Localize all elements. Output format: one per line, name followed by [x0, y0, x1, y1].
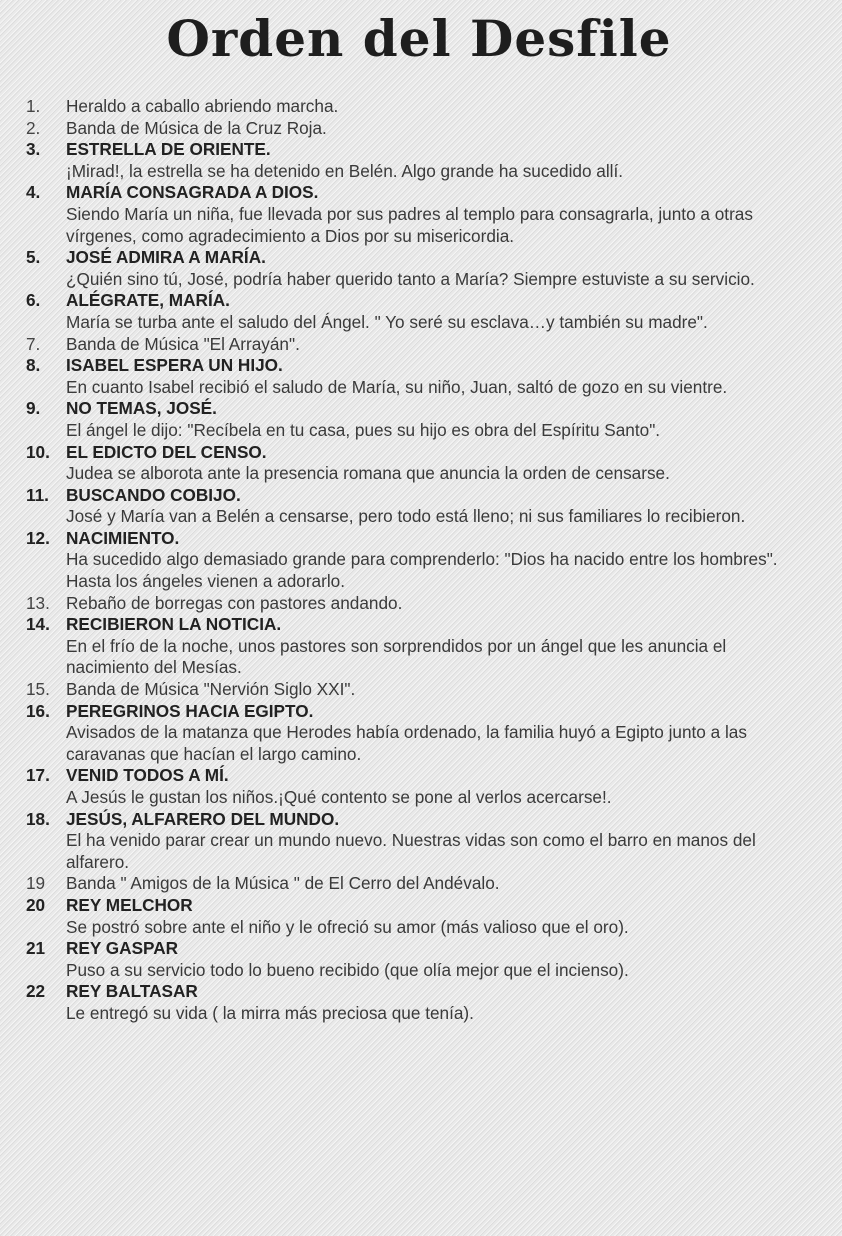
item-description: El ha venido parar crear un mundo nuevo. Nuestras vidas son como el barro en manos del alfarero.: [66, 830, 756, 872]
item-number: 4.: [26, 182, 41, 203]
item-content: [66, 679, 812, 701]
item-number: 2.: [26, 117, 41, 138]
item-heading: REY MELCHOR: [66, 894, 193, 915]
item-number: 10.: [26, 441, 50, 462]
item-number: 13.: [26, 592, 50, 613]
item-content: [66, 701, 812, 766]
item-description: María se turba ante el saludo del Ángel. " Yo seré su esclava…y también su madre".: [66, 311, 708, 332]
item-description: Siendo María un niña, fue llevada por sus padres al templo para consagrarla, junto a otras vírgenes, como agradecimiento a Dios por su misericordia.: [66, 203, 753, 246]
item-number: 12.: [26, 527, 50, 548]
item-content: [66, 485, 812, 528]
item-heading: BUSCANDO COBIJO.: [66, 484, 241, 505]
list-item: [26, 614, 812, 679]
list-item: [26, 118, 812, 140]
item-content: [66, 182, 812, 247]
list-item: [26, 139, 812, 182]
item-heading: JESÚS, ALFARERO DEL MUNDO.: [66, 808, 340, 829]
item-content: [66, 981, 812, 1024]
item-number: 7.: [26, 333, 41, 354]
item-number: 17.: [26, 765, 50, 786]
item-description: ¿Quién sino tú, José, podría haber querido tanto a María? Siempre estuviste a su servicio.: [66, 268, 755, 289]
list-item: [26, 398, 812, 441]
item-description: Puso a su servicio todo lo bueno recibido (que olía mejor que el incienso).: [66, 959, 629, 980]
item-content: [66, 118, 812, 140]
item-heading: NACIMIENTO.: [66, 527, 180, 548]
item-number: 14.: [26, 614, 50, 635]
item-content: [66, 290, 812, 333]
item-content: [66, 614, 812, 679]
item-number: 15.: [26, 679, 50, 700]
list-item: [26, 355, 812, 398]
item-number: 18.: [26, 808, 50, 829]
item-heading: ESTRELLA DE ORIENTE.: [66, 139, 271, 160]
item-description: José y María van a Belén a censarse, pero todo está lleno; ni sus familiares lo recibieron.: [66, 506, 746, 527]
list-item: [26, 679, 812, 701]
parade-order-list: [26, 96, 812, 1025]
item-text: Banda de Música "El Arrayán".: [66, 333, 300, 354]
item-number: 19: [26, 873, 46, 894]
item-description: El ángel le dijo: "Recíbela en tu casa, pues su hijo es obra del Espíritu Santo".: [66, 419, 661, 440]
item-heading: REY BALTASAR: [66, 981, 198, 1002]
item-number: 20: [26, 894, 46, 915]
list-item: [26, 247, 812, 290]
item-number: 6.: [26, 290, 41, 311]
list-item: [26, 528, 812, 593]
item-description: ¡Mirad!, la estrella se ha detenido en Belén. Algo grande ha sucedido allí.: [66, 160, 624, 181]
item-number: 8.: [26, 355, 41, 376]
item-number: 5.: [26, 247, 41, 268]
item-content: [66, 895, 812, 938]
item-content: [66, 442, 812, 485]
list-item: [26, 895, 812, 938]
item-number: 11.: [26, 484, 49, 505]
item-description: En el frío de la noche, unos pastores son sorprendidos por un ángel que les anuncia el nacimiento del Mesías.: [66, 635, 727, 678]
list-item: [26, 809, 812, 874]
item-content: [66, 765, 812, 808]
item-text: Rebaño de borregas con pastores andando.: [66, 592, 403, 613]
item-heading: EL EDICTO DEL CENSO.: [66, 441, 267, 462]
page-title: Orden del Desfile: [166, 9, 672, 68]
list-item: [26, 334, 812, 356]
item-content: [66, 139, 812, 182]
item-text: Banda de Música de la Cruz Roja.: [66, 117, 327, 138]
list-item: [26, 442, 812, 485]
list-item: [26, 485, 812, 528]
item-heading: VENID TODOS A MÍ.: [66, 765, 229, 786]
item-content: [66, 528, 812, 593]
list-item: [26, 938, 812, 981]
list-item: [26, 182, 812, 247]
item-heading: REY GASPAR: [66, 938, 179, 959]
item-description: Le entregó su vida ( la mirra más preciosa que tenía).: [66, 1002, 474, 1023]
item-heading: MARÍA CONSAGRADA A DIOS.: [66, 182, 319, 203]
item-heading: NO TEMAS, JOSÉ.: [66, 398, 217, 419]
item-description: Judea se alborota ante la presencia romana que anuncia la orden de censarse.: [66, 463, 670, 484]
item-description: Ha sucedido algo demasiado grande para comprenderlo: "Dios ha nacido entre los hombres". Hasta los ángeles vienen a adorarlo.: [66, 549, 778, 592]
item-content: [66, 593, 812, 615]
item-content: [66, 247, 812, 290]
item-heading: JOSÉ ADMIRA A MARÍA.: [66, 247, 266, 268]
item-heading: ISABEL ESPERA UN HIJO.: [66, 355, 283, 376]
item-text: Heraldo a caballo abriendo marcha.: [66, 96, 339, 116]
item-description: En cuanto Isabel recibió el saludo de María, su niño, Juan, saltó de gozo en su vientre.: [66, 376, 728, 397]
item-heading: PEREGRINOS HACIA EGIPTO.: [66, 700, 314, 721]
item-number: 21: [26, 938, 46, 959]
item-content: [66, 938, 812, 981]
list-item: [26, 701, 812, 766]
item-heading: ALÉGRATE, MARÍA.: [66, 290, 230, 311]
item-text: Banda de Música "Nervión Siglo XXI".: [66, 679, 356, 700]
item-content: [66, 809, 812, 874]
item-description: Avisados de la matanza que Herodes había ordenado, la familia huyó a Egipto junto a las caravanas que hacían el largo camino.: [66, 722, 747, 764]
list-item: [26, 290, 812, 333]
list-item: [26, 873, 812, 895]
item-heading: RECIBIERON LA NOTICIA.: [66, 614, 282, 635]
item-description: A Jesús le gustan los niños.¡Qué contento se pone al verlos acercarse!.: [66, 787, 612, 807]
item-number: 16.: [26, 700, 50, 721]
item-text: Banda " Amigos de la Música " de El Cerro del Andévalo.: [66, 873, 500, 894]
item-number: 22: [26, 981, 46, 1002]
item-content: [66, 334, 812, 356]
list-item: [26, 96, 812, 118]
list-item: [26, 981, 812, 1024]
item-description: Se postró sobre ante el niño y le ofreció su amor (más valioso que el oro).: [66, 916, 629, 937]
item-content: [66, 873, 812, 895]
item-number: 9.: [26, 398, 41, 419]
item-number: 3.: [26, 139, 41, 160]
item-content: [66, 355, 812, 398]
list-item: [26, 593, 812, 615]
list-item: [26, 765, 812, 808]
item-number: 1.: [26, 96, 41, 116]
item-content: [66, 96, 812, 118]
item-content: [66, 398, 812, 441]
